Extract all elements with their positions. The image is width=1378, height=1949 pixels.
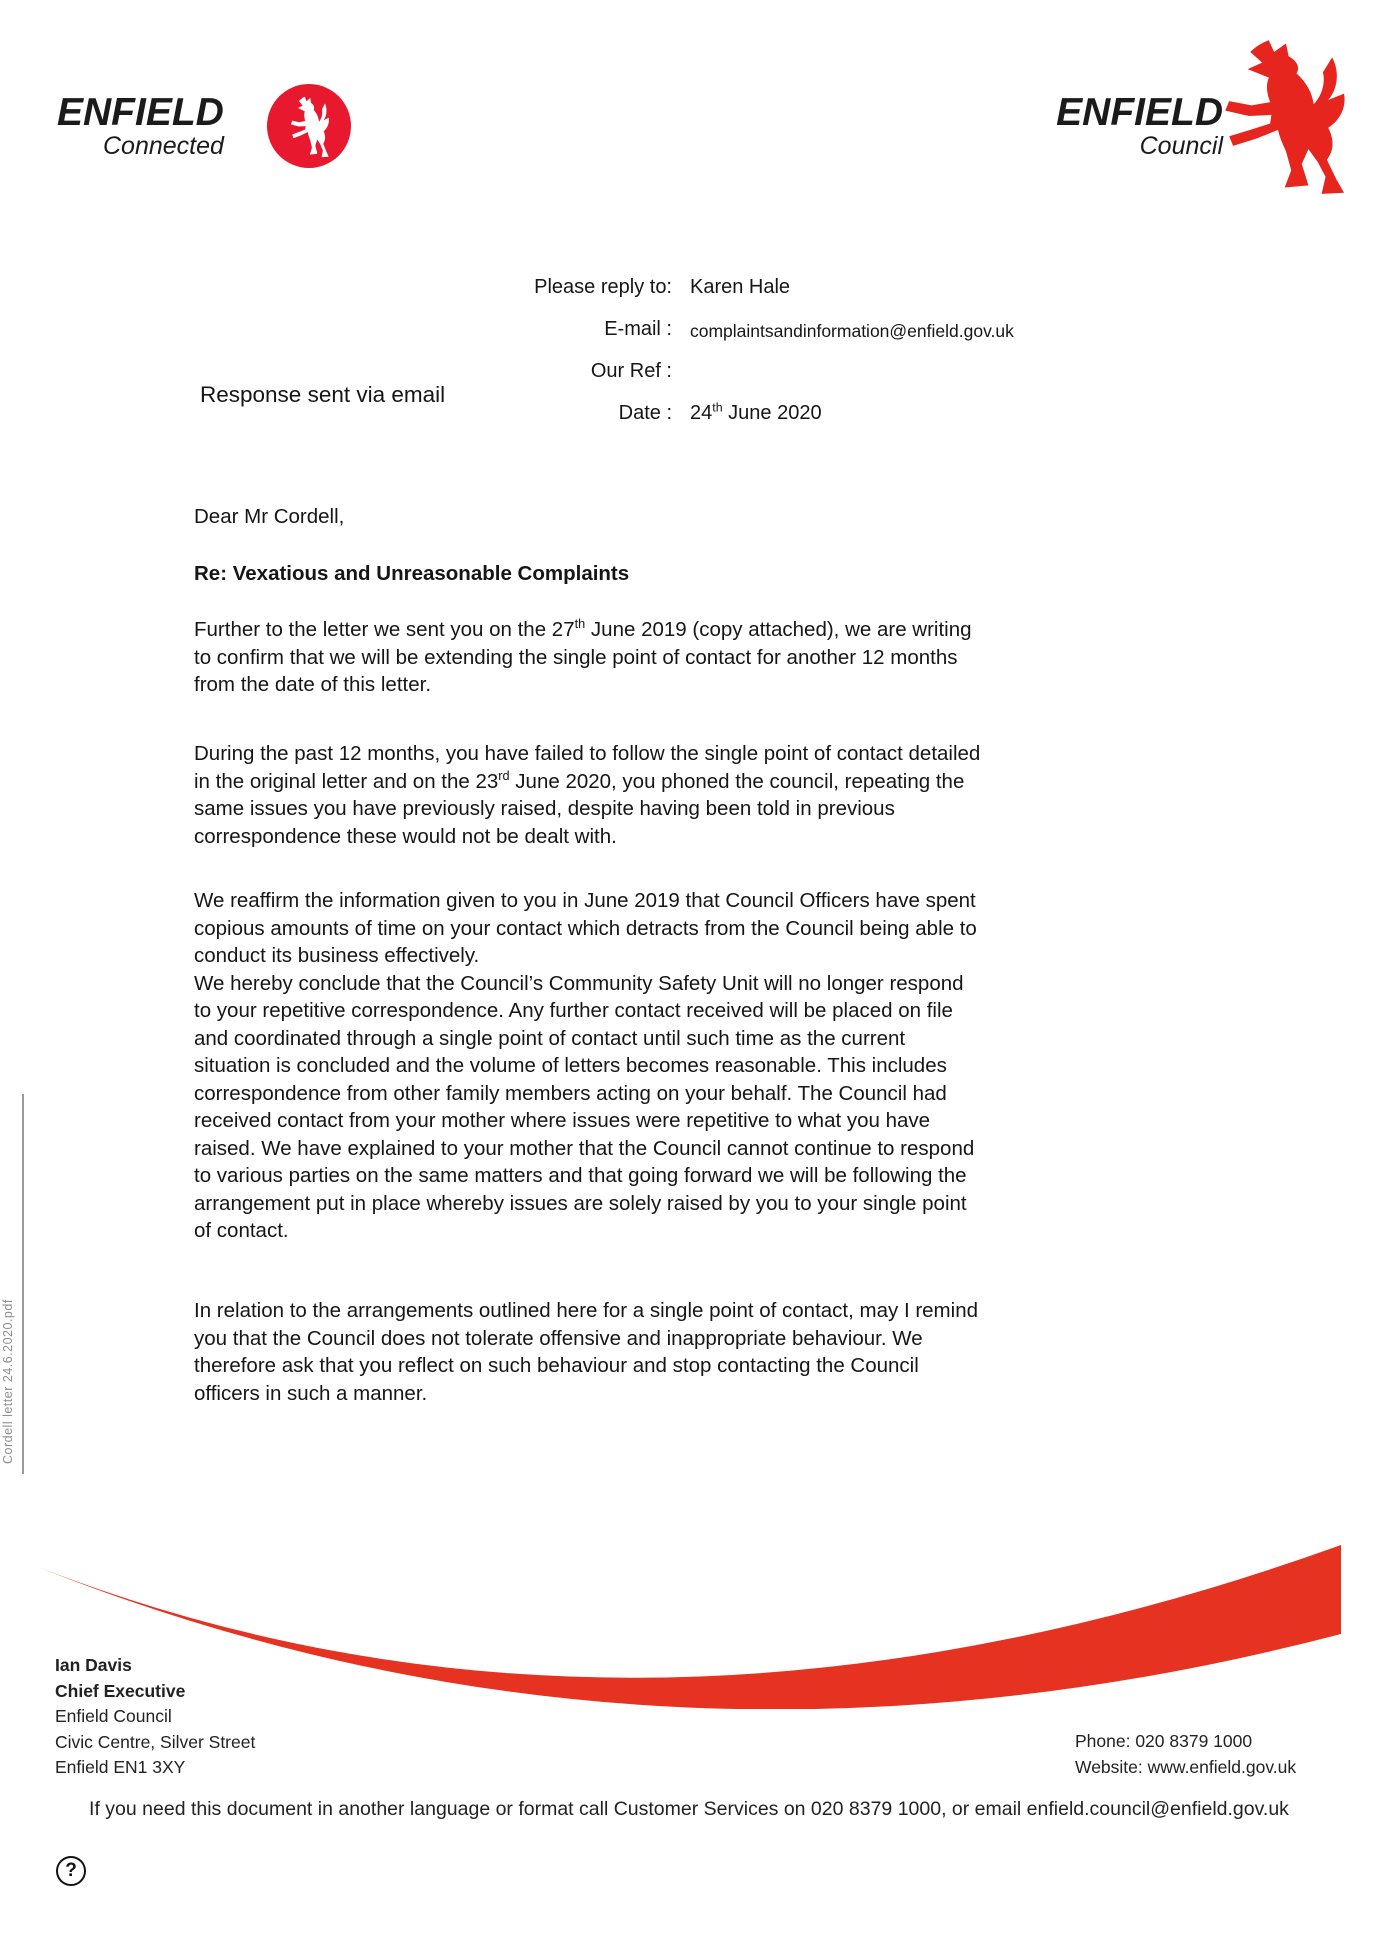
margin-filename-note: Cordell letter 24.6.2020.pdf — [1, 1299, 15, 1464]
signatory-title: Chief Executive — [55, 1680, 186, 1701]
signatory-address-1: Civic Centre, Silver Street — [55, 1731, 256, 1752]
reply-to-label: Please reply to: — [534, 276, 672, 298]
contact-block — [1075, 1729, 1296, 1780]
page-edge-line — [22, 1094, 24, 1474]
email-label: E-mail : — [604, 318, 672, 340]
date-label: Date : — [618, 402, 672, 424]
subject-line: Re: Vexatious and Unreasonable Complaints — [194, 562, 630, 585]
delivery-note: Response sent via email — [200, 382, 446, 407]
enfield-connected-wordmark: ENFIELD — [57, 91, 224, 134]
enfield-connected-sub-label: Connected — [103, 132, 224, 160]
our-ref-label: Our Ref : — [590, 360, 672, 382]
reply-to-value: Karen Hale — [690, 276, 791, 298]
enfield-beast-icon — [1216, 36, 1348, 196]
enfield-council-logo — [960, 93, 1223, 159]
salutation: Dear Mr Cordell, — [194, 505, 345, 528]
phone-line: Phone: 020 8379 1000 — [1075, 1731, 1253, 1751]
enfield-council-wordmark: ENFIELD — [1056, 91, 1223, 134]
signatory-address-2: Enfield EN1 3XY — [55, 1757, 186, 1777]
date-value: 24th June 2020 — [690, 400, 822, 424]
enfield-council-sub-label: Council — [1139, 132, 1223, 160]
website-line: Website: www.enfield.gov.uk — [1075, 1756, 1297, 1777]
body-paragraph-4: In relation to the arrangements outlined here for a single point of contact, may I remind you that the Council does not tolerate offensive and inappropriate behaviour. We therefore ask that you reflect on such behaviour and stop contacting the Council officers in such a manner. — [194, 1299, 978, 1405]
language-help-line: If you need this document in another language or format call Customer Services on 020 8379 1000, or email enfield.council@enfield.gov.uk — [89, 1798, 1289, 1820]
email-value: complaintsandinformation@enfield.gov.uk — [690, 321, 1014, 341]
body-paragraph-3: We reaffirm the information given to you in June 2019 that Council Officers have spent copious amounts of time on your contact which detracts from the Council being able to conduct its business effectively. We hereby conclude that the Council’s Community Safety Unit will no longer respond to your repetitive correspondence. Any further contact received will be placed on file and coordinated through a single point of contact until such time as the current situation is concluded and the volume of letters becomes reasonable. This includes correspondence from other family members acting on your behalf. The Council had received contact from your mother where issues were repetitive to what you have raised. We have explained to your mother that the Council cannot continue to respond to various parties on the same matters and that going forward we will be following the arrangement put in place whereby issues are solely raised by you to your single point of contact. — [194, 889, 977, 1242]
help-question-icon — [56, 1856, 86, 1886]
body-paragraph-1: Further to the letter we sent you on the 27th June 2019 (copy attached), we are writing to confirm that we will be extending the single point of contact for another 12 months from the date of this letter. — [194, 616, 972, 696]
signatory-name: Ian Davis — [55, 1655, 132, 1675]
signatory-org: Enfield Council — [55, 1706, 172, 1726]
question-mark-glyph: ? — [65, 1860, 77, 1881]
enfield-connected-roundel — [267, 84, 351, 168]
signatory-block — [55, 1653, 255, 1781]
enfield-beast-icon — [288, 95, 330, 158]
body-paragraph-2: During the past 12 months, you have failed to follow the single point of contact detailed in the original letter and on the 23rd June 2020, you phoned the council, repeating the same issues you have previously raised, despite having been told in previous correspondence these would not be dealt with. — [194, 742, 981, 848]
